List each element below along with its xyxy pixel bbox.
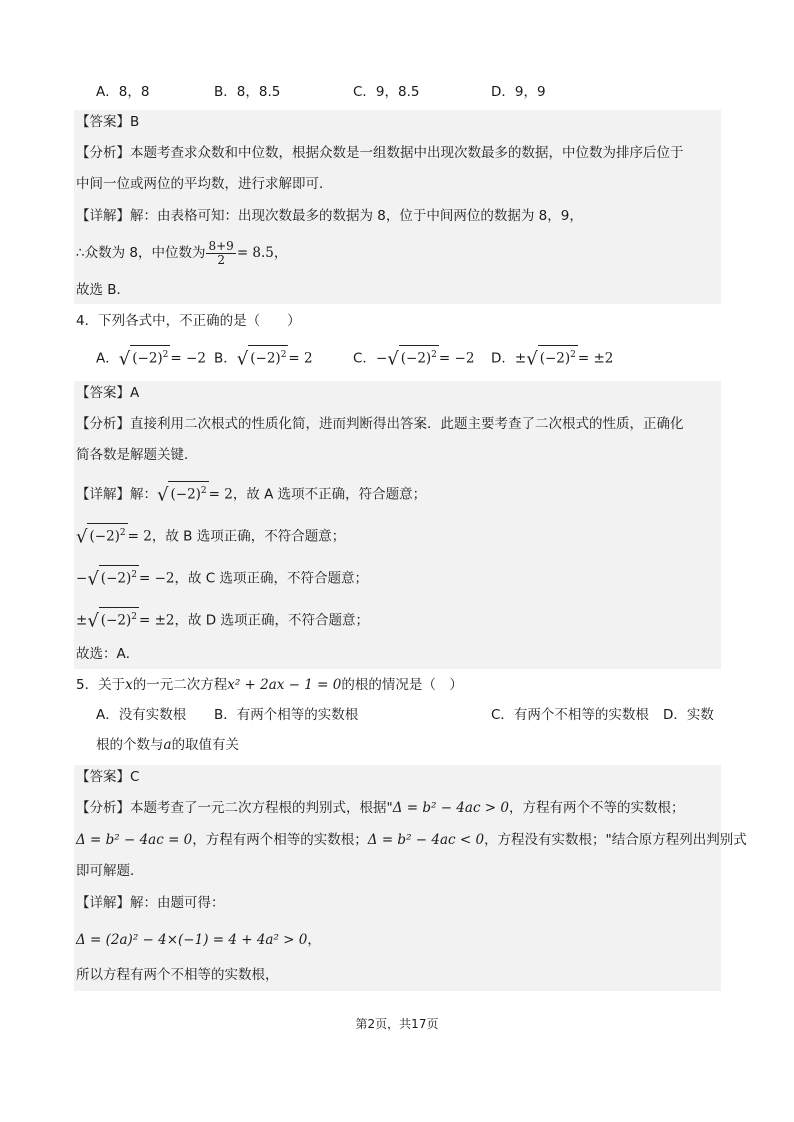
q3-option-c: C．9，8.5 xyxy=(353,84,420,100)
q4-answer: 【答案】A xyxy=(76,385,140,401)
sqrt-expression: √ $(-2)^2$ xyxy=(387,345,439,370)
stem-text: 的一元二次方程 xyxy=(132,677,228,693)
page-footer: 第2页，共17页 xyxy=(355,1017,439,1031)
detail-text: ，故 C 选项正确，不符合题意； xyxy=(174,570,368,587)
exponent: 2 xyxy=(131,612,137,622)
q3-detail-line-1: 【详解】解：由表格可知：出现次数最多的数据为 8，位于中间两位的数据为 8，9， xyxy=(76,208,583,224)
q4-detail-d xyxy=(76,607,369,632)
option-text: 的取值有关 xyxy=(171,737,240,753)
detail-rhs: = 2 xyxy=(208,486,233,503)
q4-analysis-line-2: 简各数是解题关键． xyxy=(76,447,198,463)
exponent: 2 xyxy=(570,350,576,360)
fraction-denominator: 2 xyxy=(217,252,225,267)
q4-conclusion: 故选：A． xyxy=(76,646,140,662)
q4-stem: 4．下列各式中，不正确的是（ ） xyxy=(76,313,301,329)
exponent: 2 xyxy=(431,350,437,360)
sqrt-expression: √ $(-2)^2$ xyxy=(237,345,289,370)
q5-option-a: A．没有实数根 xyxy=(96,707,187,723)
q5-answer: 【答案】C xyxy=(76,769,140,785)
q3-conclusion: 故选 B． xyxy=(76,282,131,298)
detail-text: ，故 B 选项正确，不符合题意； xyxy=(151,528,346,545)
fraction-numerator: 8+9 xyxy=(208,238,234,253)
exponent: 2 xyxy=(200,486,207,496)
sqrt-expression: √ $(-2)^2$ xyxy=(87,607,139,632)
option-rhs: = −2 xyxy=(438,350,475,367)
q3-detail-text: ∴众数为 8，中位数为 xyxy=(76,245,206,261)
q3-answer: 【答案】B xyxy=(76,114,140,130)
stem-text: 的根的情况是（ ） xyxy=(341,677,463,693)
q5-option-b: B．有两个相等的实数根 xyxy=(214,707,359,723)
discriminant-calculation: Δ = (2a)² − 4×(−1) = 4 + 4a² > 0 xyxy=(76,932,308,948)
q4-option-d xyxy=(491,345,613,370)
q5-option-d: D．实数 xyxy=(663,707,714,723)
radicand: (−2) xyxy=(539,350,571,367)
q4-analysis-line-1: 【分析】直接利用二次根式的性质化简，进而判断得出答案．此题主要考查了二次根式的性质，正确化 xyxy=(76,416,684,432)
detail-rhs: = 2 xyxy=(127,528,152,545)
discriminant-positive: Δ = b² − 4ac > 0 xyxy=(392,800,509,816)
q3-analysis-line-2: 中间一位或两位的平均数，进行求解即可． xyxy=(76,176,333,192)
detail-rhs: = −2 xyxy=(138,570,175,587)
option-rhs: = 2 xyxy=(288,350,313,367)
q4-option-b xyxy=(214,345,313,370)
q4-detail-a xyxy=(76,481,426,506)
radicand: (−2) xyxy=(100,612,132,629)
discriminant-zero: Δ = b² − 4ac = 0 xyxy=(76,832,193,848)
q5-stem xyxy=(76,675,463,695)
sqrt-expression: √ $(-2)^2$ xyxy=(76,523,128,548)
q4-detail-b xyxy=(76,523,345,548)
exponent: 2 xyxy=(162,350,169,360)
q5-analysis-line-3: 即可解题． xyxy=(76,863,144,879)
discriminant-negative: Δ = b² − 4ac < 0 xyxy=(367,832,485,848)
analysis-text: ，方程没有实数根；"结合原方程列出判别式 xyxy=(484,832,747,848)
q3-option-a: A．8，8 xyxy=(96,84,150,100)
q4-option-a xyxy=(96,345,206,370)
detail-text: ，故 A 选项不正确，符合题意； xyxy=(232,486,427,503)
q3-detail-line-2 xyxy=(76,238,287,268)
q5-option-c: C．有两个不相等的实数根 xyxy=(491,707,649,723)
detail-label: 【详解】解： xyxy=(76,486,157,503)
option-text: 根的个数与 xyxy=(96,737,164,753)
stem-text: 5．关于 xyxy=(76,677,126,693)
exponent: 2 xyxy=(280,350,287,360)
q5-option-d-continued xyxy=(96,735,239,755)
radicand: (−2) xyxy=(250,350,281,367)
option-label: A． xyxy=(96,350,119,367)
q5-detail-line-2 xyxy=(76,930,321,950)
sqrt-expression: √ $(-2)^2$ xyxy=(526,345,578,370)
option-label: C． xyxy=(353,350,376,367)
q3-median-result: = 8.5， xyxy=(236,245,288,261)
q3-analysis-line-1: 【分析】本题考查求众数和中位数，根据众数是一组数据中出现次数最多的数据，中位数为排序后位于 xyxy=(76,145,684,161)
equation: x² + 2ax − 1 = 0 xyxy=(227,677,342,693)
radicand: (−2) xyxy=(132,350,163,367)
detail-prefix: ± xyxy=(76,612,88,629)
analysis-text: ，方程有两个不等的实数根； xyxy=(509,800,685,816)
radicand: (−2) xyxy=(89,528,120,545)
analysis-text: 【分析】本题考查了一元二次方程根的判别式，根据" xyxy=(76,800,393,816)
option-prefix: ± xyxy=(514,350,527,367)
detail-text: ，故 D 选项正确，不符合题意； xyxy=(174,612,369,629)
q3-option-d: D．9，9 xyxy=(491,84,546,100)
analysis-text: ，方程有两个相等的实数根； xyxy=(192,832,368,848)
sqrt-expression: √ $(-2)^2$ xyxy=(119,345,171,370)
detail-rhs: = ±2 xyxy=(138,612,175,629)
exponent: 2 xyxy=(119,528,126,538)
radicand: (−2) xyxy=(400,350,432,367)
q3-option-b: B．8，8.5 xyxy=(214,84,281,100)
detail-prefix: − xyxy=(76,570,88,587)
q5-detail-line-1: 【详解】解：由题可得： xyxy=(76,895,225,911)
q4-detail-c xyxy=(76,565,368,590)
q5-detail-line-3: 所以方程有两个不相等的实数根， xyxy=(76,967,279,983)
exponent: 2 xyxy=(131,570,137,580)
variable-a: a xyxy=(163,737,172,753)
option-label: B． xyxy=(214,350,237,367)
sqrt-expression: √ $(-2)^2$ xyxy=(87,565,139,590)
q5-analysis-line-1 xyxy=(76,798,685,818)
q5-analysis-line-2 xyxy=(76,830,747,850)
option-prefix: − xyxy=(375,350,388,367)
q4-option-c xyxy=(353,345,474,370)
radicand: (−2) xyxy=(170,486,201,503)
option-rhs: = ±2 xyxy=(577,350,614,367)
detail-text: ， xyxy=(307,932,321,948)
variable-x: x xyxy=(125,677,133,693)
sqrt-expression: √ $(-2)^2$ xyxy=(157,481,209,506)
q3-median-fraction xyxy=(206,240,235,267)
option-rhs: = −2 xyxy=(170,350,206,367)
option-label: D． xyxy=(491,350,515,367)
radicand: (−2) xyxy=(100,570,132,587)
